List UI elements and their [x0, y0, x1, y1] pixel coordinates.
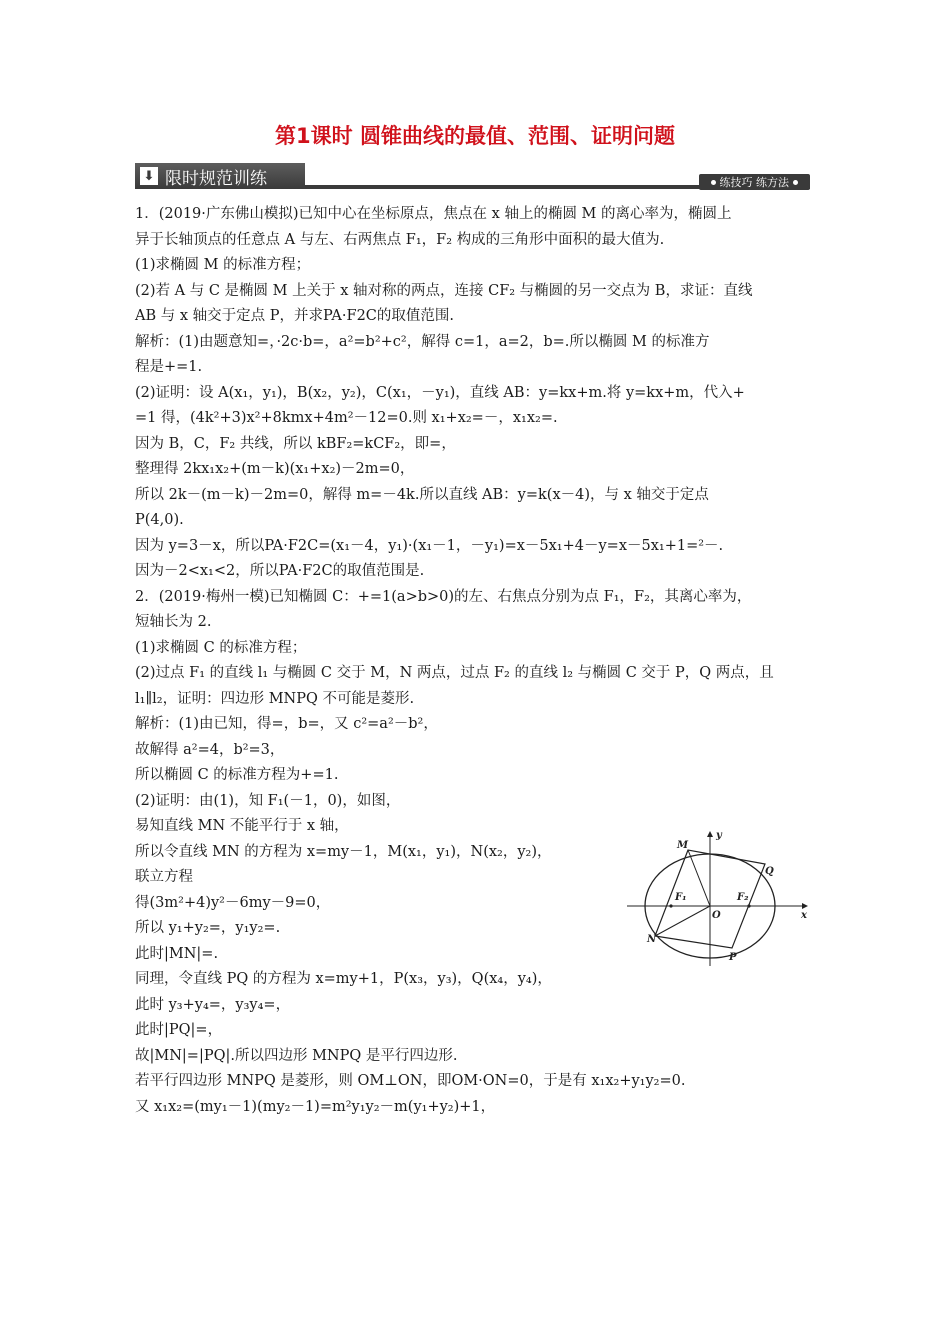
label-m: M	[677, 840, 689, 851]
text-line: 所以 2k－(m－k)－2m=0，解得 m=－4k.所以直线 AB：y=k(x－4)，与 x 轴交于定点	[135, 486, 709, 503]
segment-on	[655, 906, 710, 936]
text-line: 此时 y₃+y₄=，y₃y₄=，	[135, 996, 291, 1013]
text-line: 1．(2019·广东佛山模拟)已知中心在坐标原点，焦点在 x 轴上的椭圆 M 的离心率为，椭圆上	[135, 206, 732, 222]
focus-f1	[669, 904, 672, 907]
text-line: 因为－2<x₁<2，所以PA·F2C的取值范围是.	[135, 563, 425, 579]
label-f1: F₁	[675, 892, 687, 903]
bullet-icon	[711, 180, 716, 185]
text-line: 故解得 a²=4，b²=3，	[135, 741, 285, 758]
text-line: 又 x₁x₂=(my₁－1)(my₂－1)=m²y₁y₂－m(y₁+y₂)+1，	[135, 1098, 496, 1115]
text-line: 整理得 2kx₁x₂+(m－k)(x₁+x₂)－2m=0，	[135, 461, 415, 477]
text-line: 因为 B，C，F₂ 共线，所以 kBF₂=kCF₂，即=，	[135, 435, 456, 452]
ellipse-diagram	[625, 828, 815, 968]
page-title: 第1课时 圆锥曲线的最值、范围、证明问题	[275, 124, 675, 148]
text-line: 故|MN|=|PQ|.所以四边形 MNPQ 是平行四边形.	[135, 1047, 458, 1064]
arrow-down-icon: ⬇	[140, 167, 158, 185]
text-line: 因为 y=3－x，所以PA·F2C=(x₁－4，y₁)·(x₁－1，－y₁)=x－5x₁+4－y=x－5x₁+1=²－.	[135, 537, 724, 554]
text-line: 所以令直线 MN 的方程为 x=my－1，M(x₁，y₁)，N(x₂，y₂)，	[135, 843, 552, 860]
ellipse-figure	[625, 828, 815, 968]
label-f2: F₂	[737, 892, 749, 903]
label-x: x	[801, 910, 807, 921]
text-line: 异于长轴顶点的任意点 A 与左、右两焦点 F₁，F₂ 构成的三角形中面积的最大值为.	[135, 231, 665, 248]
text-line: (1)求椭圆 C 的标准方程；	[135, 639, 307, 656]
text-line: =1 得，(4k²+3)x²+8kmx+4m²－12=0.则 x₁+x₂=－，x₁x₂=.	[135, 410, 558, 426]
bullet-icon	[793, 180, 798, 185]
label-q: Q	[765, 866, 774, 877]
text-line: P(4,0).	[135, 512, 184, 528]
text-line: (1)求椭圆 M 的标准方程；	[135, 257, 311, 273]
text-line: 若平行四边形 MNPQ 是菱形，则 OM⊥ON，即OM·ON=0，于是有 x₁x₂+y₁y₂=0.	[135, 1073, 686, 1089]
text-line: 解析：(1)由已知，得=，b=，又 c²=a²－b²，	[135, 716, 438, 732]
text-line: 所以 y₁+y₂=，y₁y₂=.	[135, 920, 281, 936]
text-line: 短轴长为 2.	[135, 614, 212, 630]
text-line: 此时|MN|=.	[135, 945, 219, 962]
banner-tag	[699, 174, 811, 190]
label-o: O	[712, 910, 721, 921]
label-p: P	[729, 952, 737, 963]
text-line: 联立方程	[135, 869, 193, 885]
text-line: (2)证明：设 A(x₁，y₁)，B(x₂，y₂)，C(x₁，－y₁)，直线 AB：y=kx+m.将 y=kx+m，代入+	[135, 384, 745, 401]
label-y: y	[716, 830, 722, 841]
section-banner	[135, 163, 810, 191]
banner-tag-text: 练技巧 练方法	[719, 176, 789, 189]
banner-label: 限时规范训练	[165, 168, 267, 189]
text-line: 易知直线 MN 不能平行于 x 轴，	[135, 818, 349, 834]
text-line: 解析：(1)由题意知=，·2c·b=，a²=b²+c²，解得 c=1，a=2，b=.所以椭圆 M 的标准方	[135, 333, 710, 350]
banner-label-box	[135, 163, 305, 189]
text-line: 得(3m²+4)y²－6my－9=0，	[135, 894, 331, 911]
text-line: 同理，令直线 PQ 的方程为 x=my+1，P(x₃，y₃)，Q(x₄，y₄)，	[135, 971, 552, 987]
text-line: 程是+=1.	[135, 359, 203, 375]
label-n: N	[647, 934, 657, 945]
text-line: AB 与 x 轴交于定点 P，并求PA·F2C的取值范围.	[135, 308, 454, 324]
text-line: (2)若 A 与 C 是椭圆 M 上关于 x 轴对称的两点，连接 CF₂ 与椭圆的另一交点为 B，求证：直线	[135, 282, 753, 299]
document-body	[135, 202, 815, 1120]
focus-f2	[747, 904, 750, 907]
text-line: 2．(2019·梅州一模)已知椭圆 C：+=1(a>b>0)的左、右焦点分别为点 F₁，F₂，其离心率为，	[135, 588, 752, 605]
text-line: (2)过点 F₁ 的直线 l₁ 与椭圆 C 交于 M，N 两点，过点 F₂ 的直线 l₂ 与椭圆 C 交于 P，Q 两点，且	[135, 665, 774, 681]
text-line: (2)证明：由(1)，知 F₁(－1，0)，如图，	[135, 792, 401, 809]
segment-om	[688, 850, 710, 906]
text-line: l₁∥l₂，证明：四边形 MNPQ 不可能是菱形.	[135, 690, 415, 707]
text-line: 此时|PQ|=，	[135, 1022, 223, 1038]
text-line: 所以椭圆 C 的标准方程为+=1.	[135, 767, 339, 783]
